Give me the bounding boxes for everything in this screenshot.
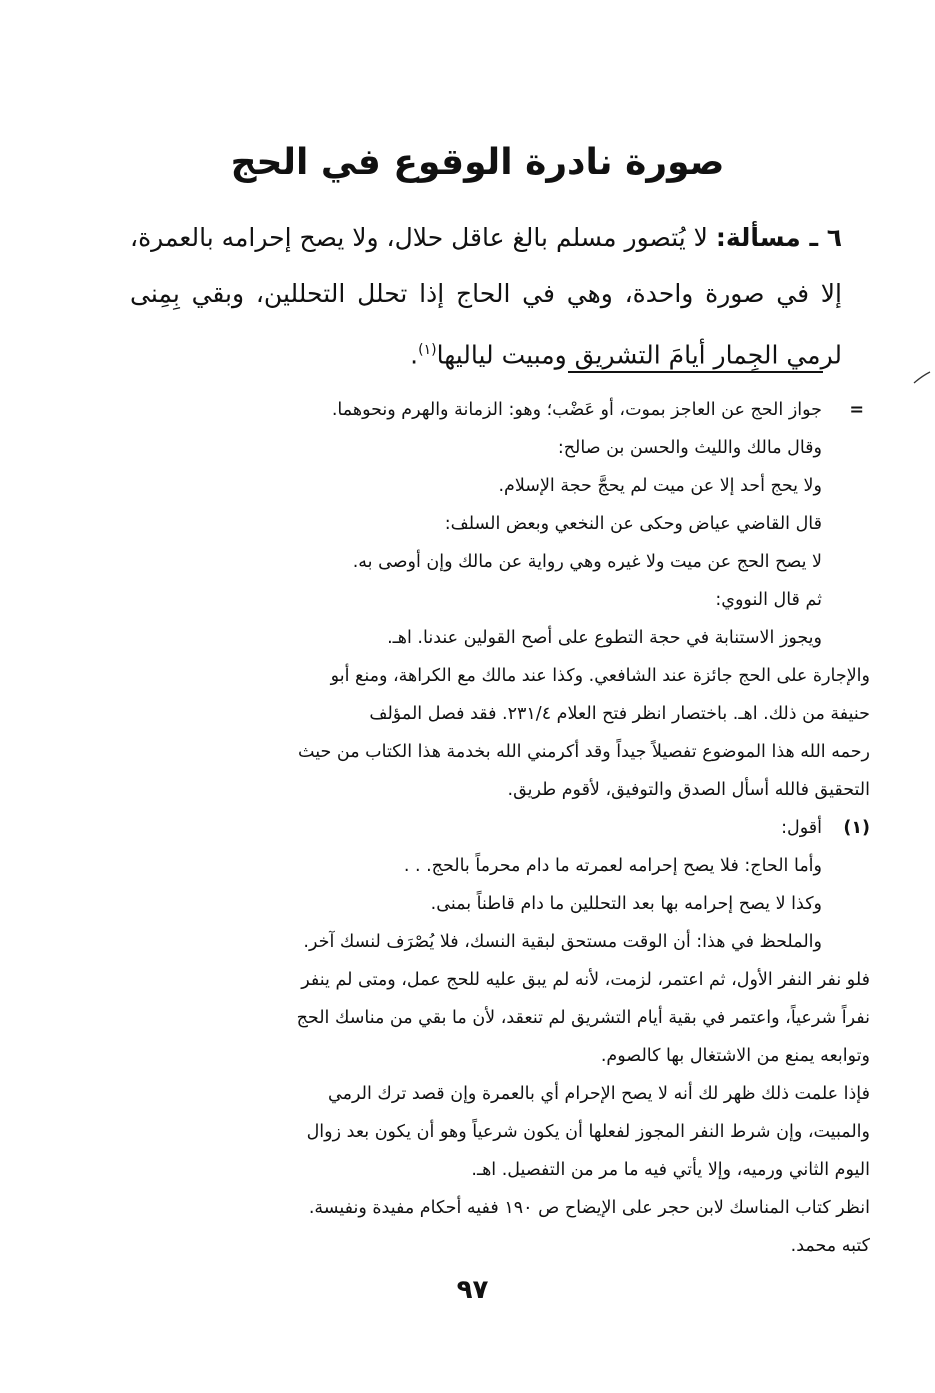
margin-pen-mark <box>912 368 932 388</box>
note-line: وقال مالك والليث والحسن بن صالح: <box>557 438 822 458</box>
note-line: والإجارة على الحج جائزة عند الشافعي. وكذا عند مالك مع الكراهة، ومنع أبو <box>330 666 870 686</box>
note-line: والمبيت، وإن شرط النفر المجوز لفعلها أن يكون شرعياً وهو أن يكون بعد زوال <box>306 1122 870 1142</box>
note-line: ثم قال النووي: <box>715 590 822 610</box>
footnotes-section <box>130 391 870 1265</box>
note-line: أقول: <box>781 818 822 838</box>
note-line: لا يصح الحج عن ميت ولا غيره وهي رواية عن مالك وإن أوصى به. <box>352 552 822 572</box>
note-line: والملحظ في هذا: أن الوقت مستحق لبقية النسك، فلا يُصْرَف لنسك آخر. <box>303 932 822 952</box>
continuation-mark: = <box>849 400 864 420</box>
footnote-1 <box>130 809 870 1265</box>
footnote-marker: (١) <box>843 818 870 838</box>
note-line: ويجوز الاستنابة في حجة التطوع على أصح القولين عندنا. اهـ. <box>387 628 822 648</box>
question-text: لا يُتصور مسلم بالغ عاقل حلال، ولا يصح إحرامه بالعمرة، إلا في صورة واحدة، وهي في الحاج إذا تحلل التحللين، وبقي بِمِنى لرمي الجِمار أيامَ التشريق ومبيت لياليها <box>130 223 842 370</box>
note-line: جواز الحج عن العاجز بموت، أو عَضْب؛ وهو: الزمانة والهرم ونحوهما. <box>331 400 822 420</box>
continued-footnote <box>130 391 870 809</box>
note-line: وأما الحاج: فلا يصح إحرامه لعمرته ما دام محرماً بالحج. . . <box>403 856 822 876</box>
note-line: ولا يحج أحد إلا عن ميت لم يحجَّ حجة الإسلام. <box>498 476 822 496</box>
note-line: انظر كتاب المناسك لابن حجر على الإيضاح ص ١٩٠ ففيه أحكام مفيدة ونفيسة. <box>308 1198 870 1218</box>
footnote-reference: (١) <box>418 342 437 358</box>
question-end: . <box>410 340 419 370</box>
note-line: فإذا علمت ذلك ظهر لك أنه لا يصح الإحرام أي بالعمرة وإن قصد ترك الرمي <box>328 1084 870 1104</box>
note-line: قال القاضي عياض وحكى عن النخعي وبعض السلف: <box>444 514 822 534</box>
note-line: فلو نفر النفر الأول، ثم اعتمر، لزمت، لأنه لم يبق عليه للحج عمل، ومتى لم ينفر <box>301 970 870 990</box>
note-line: رحمه الله هذا الموضوع تفصيلاً جيداً وقد أكرمني الله بخدمة هذا الكتاب من حيث <box>298 742 870 762</box>
note-line: اليوم الثاني ورميه، وإلا يأتي فيه ما مر من التفصيل. اهـ. <box>471 1160 870 1180</box>
footnote-separator-rule <box>568 371 823 373</box>
note-line: التحقيق فالله أسأل الصدق والتوفيق، لأقوم طريق. <box>507 780 870 800</box>
note-line: نفراً شرعياً، واعتمر في بقية أيام التشريق لم تنعقد، لأن ما بقي من مناسك الحج <box>296 1008 870 1028</box>
page-number: ٩٧ <box>456 1275 489 1305</box>
note-line: وتوابعه يمنع من الاشتغال بها كالصوم. <box>600 1046 870 1066</box>
question-paragraph <box>130 210 842 383</box>
question-label: ٦ ـ مسألة: <box>715 223 842 252</box>
note-line: وكذا لا يصح إحرامه بها بعد التحللين ما دام قاطناً بمنى. <box>430 894 822 914</box>
note-line: كتبه محمد. <box>790 1236 870 1256</box>
note-line: حنيفة من ذلك. اهـ. باختصار انظر فتح العلام ٢٣١/٤. فقد فصل المؤلف <box>369 704 870 724</box>
page-title: صورة نادرة الوقوع في الحج <box>230 142 725 183</box>
